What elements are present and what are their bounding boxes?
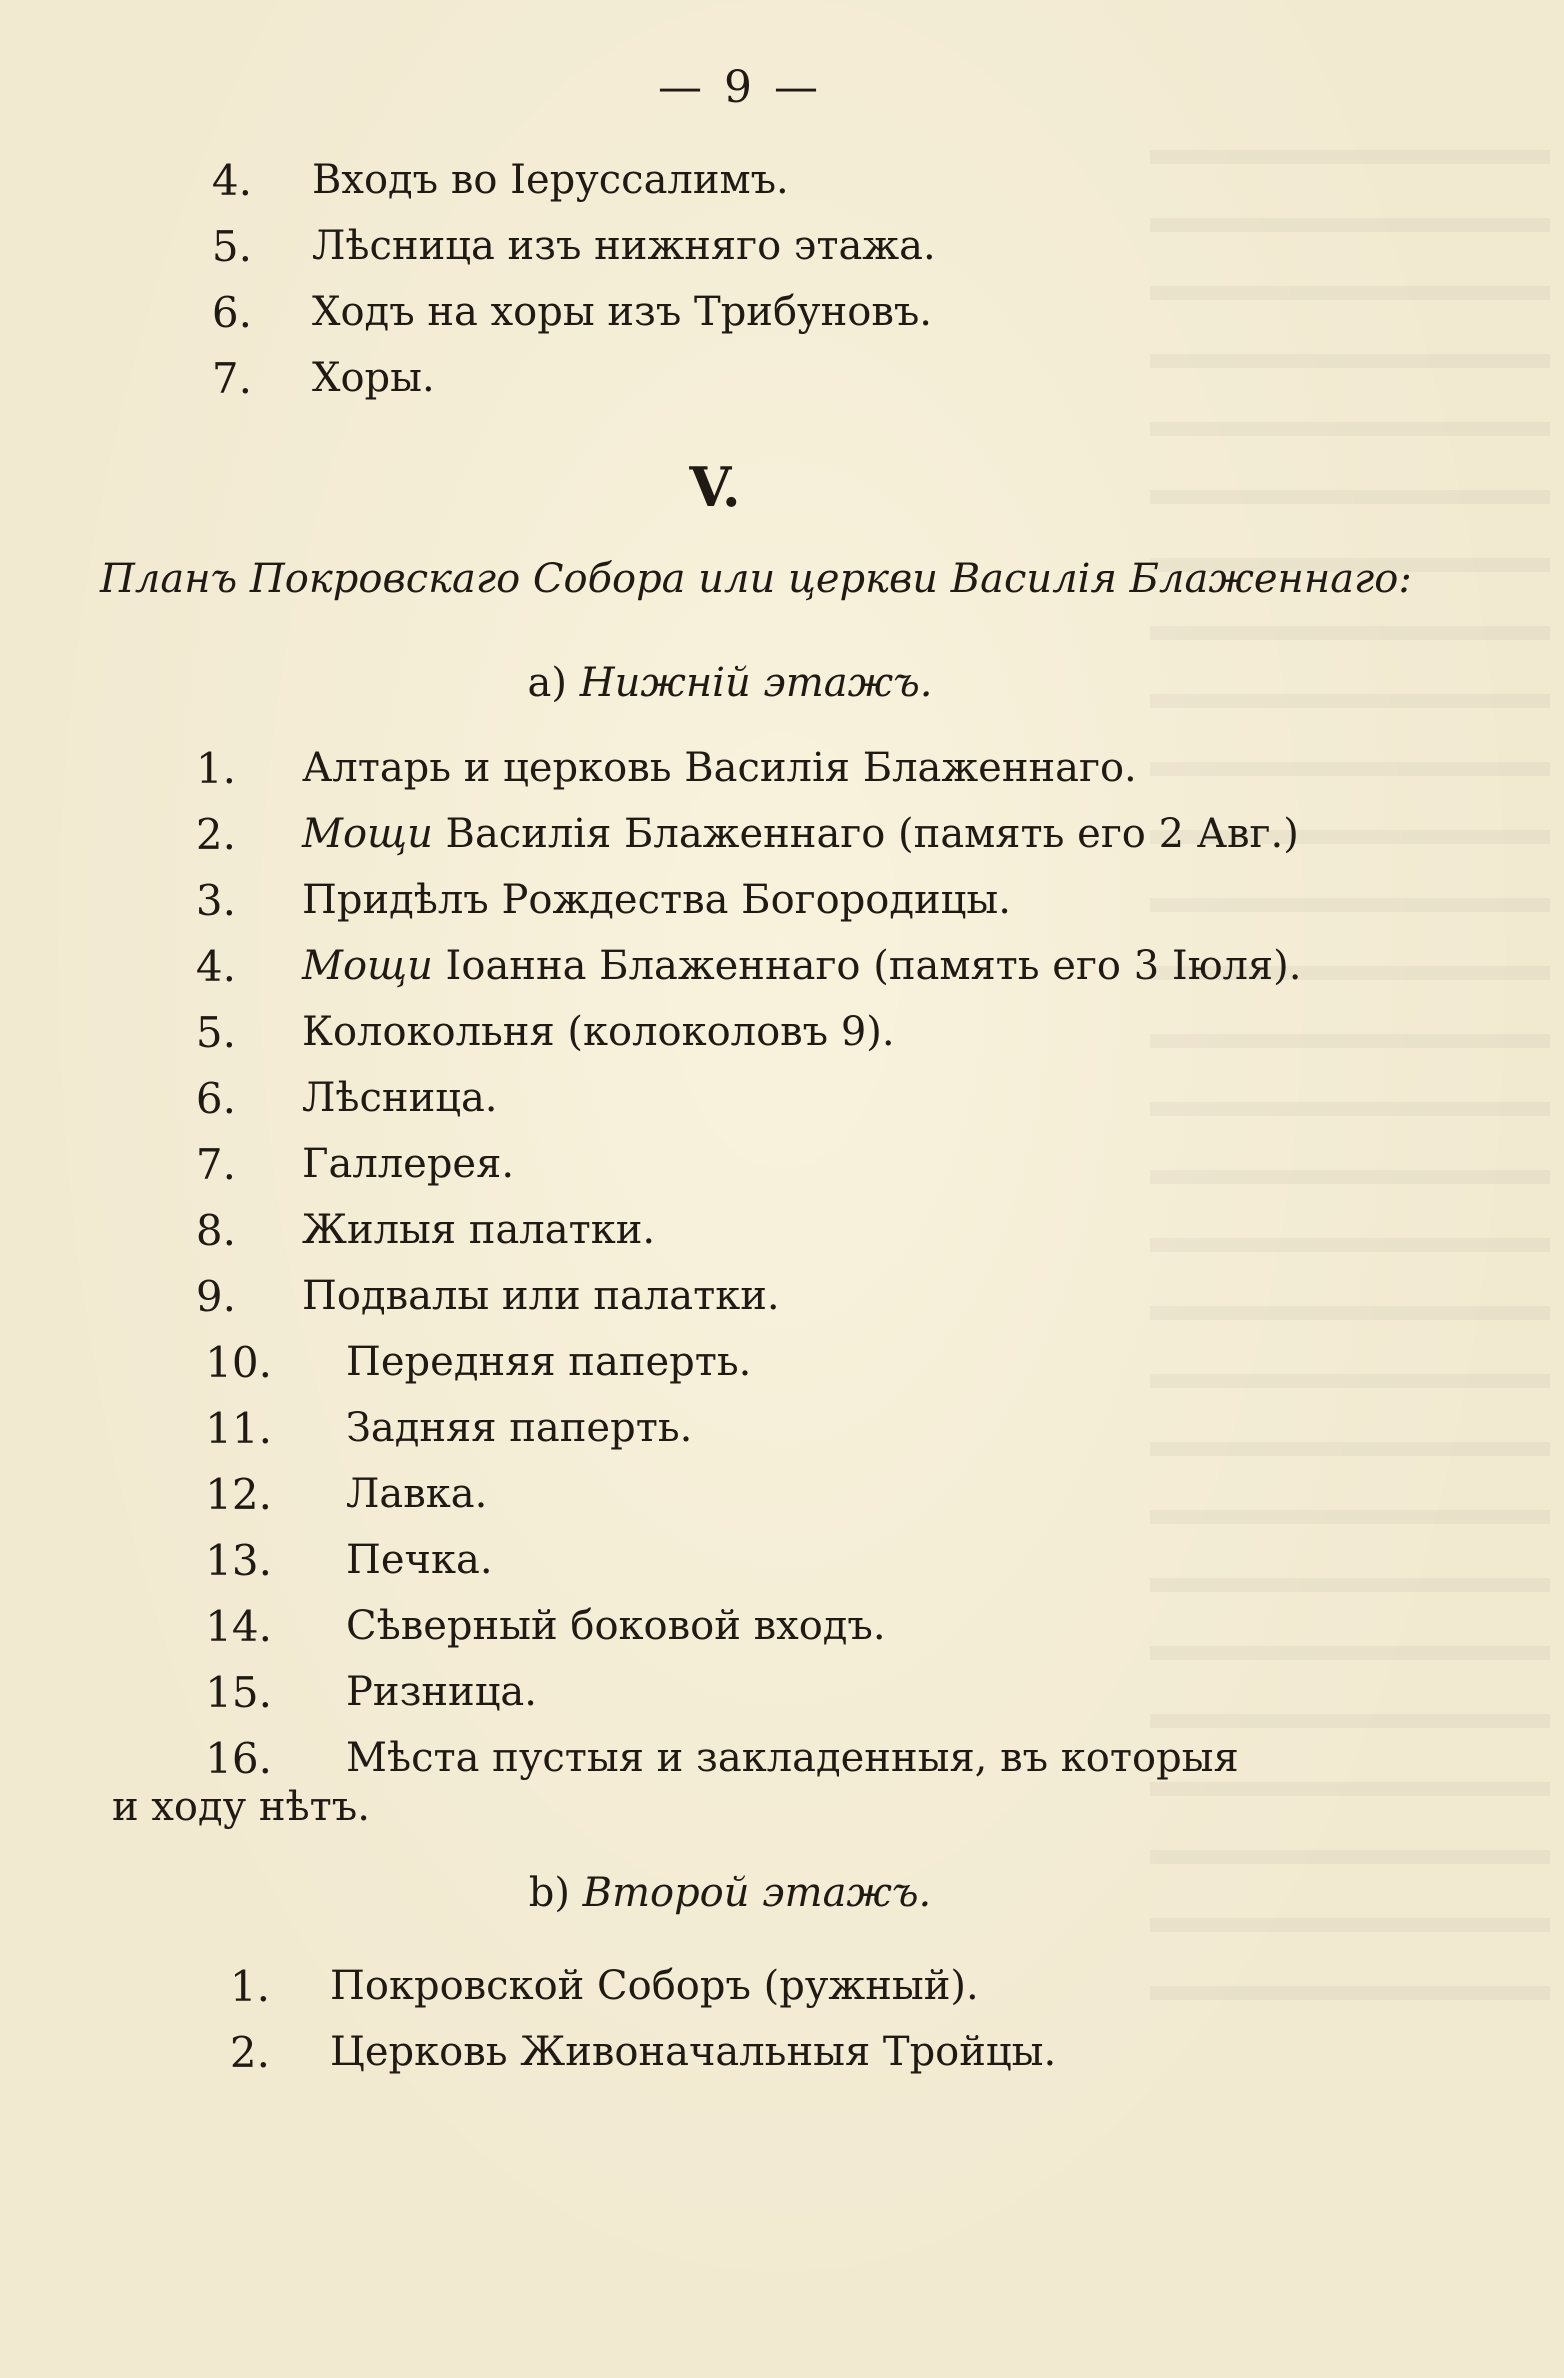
item-text-body: Лавка.: [346, 1471, 488, 1517]
item-number: 4.: [211, 156, 252, 205]
item-text: [312, 289, 932, 335]
item-text: [302, 745, 1137, 791]
item-text: [302, 877, 1011, 923]
item-number: 7.: [211, 354, 252, 403]
section-heading: Планъ Покровскаго Собора или церкви Василія Блаженнаго:: [100, 556, 1412, 602]
item-number: 10.: [205, 1338, 272, 1387]
item-text: [302, 1207, 656, 1253]
item-number: 11.: [205, 1404, 272, 1453]
item-text-body: Подвалы или палатки.: [302, 1273, 780, 1319]
item-text-italic: Мощи: [302, 943, 433, 989]
item-text-body: Іоанна Блаженнаго (память его 3 Іюля).: [432, 943, 1302, 989]
item-text-body: Мѣста пустыя и закладенныя, въ которыя: [346, 1735, 1239, 1781]
item-text-body: Алтарь и церковь Василія Блаженнаго.: [302, 745, 1137, 791]
item-text-body: Хоры.: [312, 355, 435, 401]
item-text: [346, 1471, 488, 1517]
item-text-body: Василія Блаженнаго (память его 2 Авг.): [432, 811, 1299, 857]
item-number: 2.: [229, 2028, 270, 2077]
item-number: 9.: [195, 1272, 236, 1321]
item-number: 3.: [195, 876, 236, 925]
subheading-title: Второй этажъ.: [582, 1870, 932, 1916]
item-text: [312, 157, 789, 203]
item-number: 16.: [205, 1734, 272, 1783]
subheading-second-floor: [0, 1870, 1460, 1916]
item-number: 1.: [195, 744, 236, 793]
subheading-title: Нижній этажъ.: [579, 660, 933, 706]
item-text: [330, 2029, 1057, 2075]
item-number: 12.: [205, 1470, 272, 1519]
item-text: [346, 1735, 1239, 1781]
item-number: 15.: [205, 1668, 272, 1717]
item-text-body: Покровской Соборъ (ружный).: [330, 1963, 979, 2009]
item-text-body: Ходъ на хоры изъ Трибуновъ.: [312, 289, 932, 335]
item-continuation: и ходу нѣтъ.: [112, 1784, 370, 1830]
item-text-body: Церковь Живоначальныя Тройцы.: [330, 2029, 1057, 2075]
item-number: 14.: [205, 1602, 272, 1651]
item-text-body: Лѣсница изъ нижняго этажа.: [312, 223, 936, 269]
item-number: 2.: [195, 810, 236, 859]
item-text: [346, 1669, 537, 1715]
item-text: [302, 1075, 498, 1121]
item-text: [346, 1339, 752, 1385]
page-number: — 9 —: [658, 62, 822, 113]
item-number: 6.: [211, 288, 252, 337]
item-text: [302, 811, 1299, 857]
item-text: [330, 1963, 979, 2009]
item-number: 5.: [195, 1008, 236, 1057]
item-number: 13.: [205, 1536, 272, 1585]
item-number: 7.: [195, 1140, 236, 1189]
item-text: [346, 1537, 493, 1583]
item-text-body: Сѣверный боковой входъ.: [346, 1603, 886, 1649]
item-number: 5.: [211, 222, 252, 271]
item-text-italic: Мощи: [302, 811, 433, 857]
item-number: 1.: [229, 1962, 270, 2011]
item-text-body: Галлерея.: [302, 1141, 515, 1187]
item-text: [346, 1405, 693, 1451]
item-text-body: Задняя паперть.: [346, 1405, 693, 1451]
item-text-body: Лѣсница.: [302, 1075, 498, 1121]
subheading-lower-floor: [0, 660, 1460, 706]
item-text: [302, 1141, 515, 1187]
item-number: 6.: [195, 1074, 236, 1123]
subheading-prefix: а): [527, 660, 567, 706]
item-text-body: Придѣлъ Рождества Богородицы.: [302, 877, 1011, 923]
subheading-prefix: b): [528, 1870, 570, 1916]
item-text: [346, 1603, 886, 1649]
item-text: [312, 355, 435, 401]
item-text: [312, 223, 936, 269]
item-text-body: Печка.: [346, 1537, 493, 1583]
item-text: [302, 943, 1302, 989]
item-text: [302, 1009, 895, 1055]
item-text: [302, 1273, 780, 1319]
item-text-body: Передняя паперть.: [346, 1339, 752, 1385]
item-text-body: Входъ во Іерусcалимъ.: [312, 157, 789, 203]
item-text-body: Колокольня (колоколовъ 9).: [302, 1009, 895, 1055]
item-number: 8.: [195, 1206, 236, 1255]
item-text-body: Ризница.: [346, 1669, 537, 1715]
item-number: 4.: [195, 942, 236, 991]
section-numeral: V.: [689, 455, 741, 519]
item-text-body: Жилыя палатки.: [302, 1207, 656, 1253]
